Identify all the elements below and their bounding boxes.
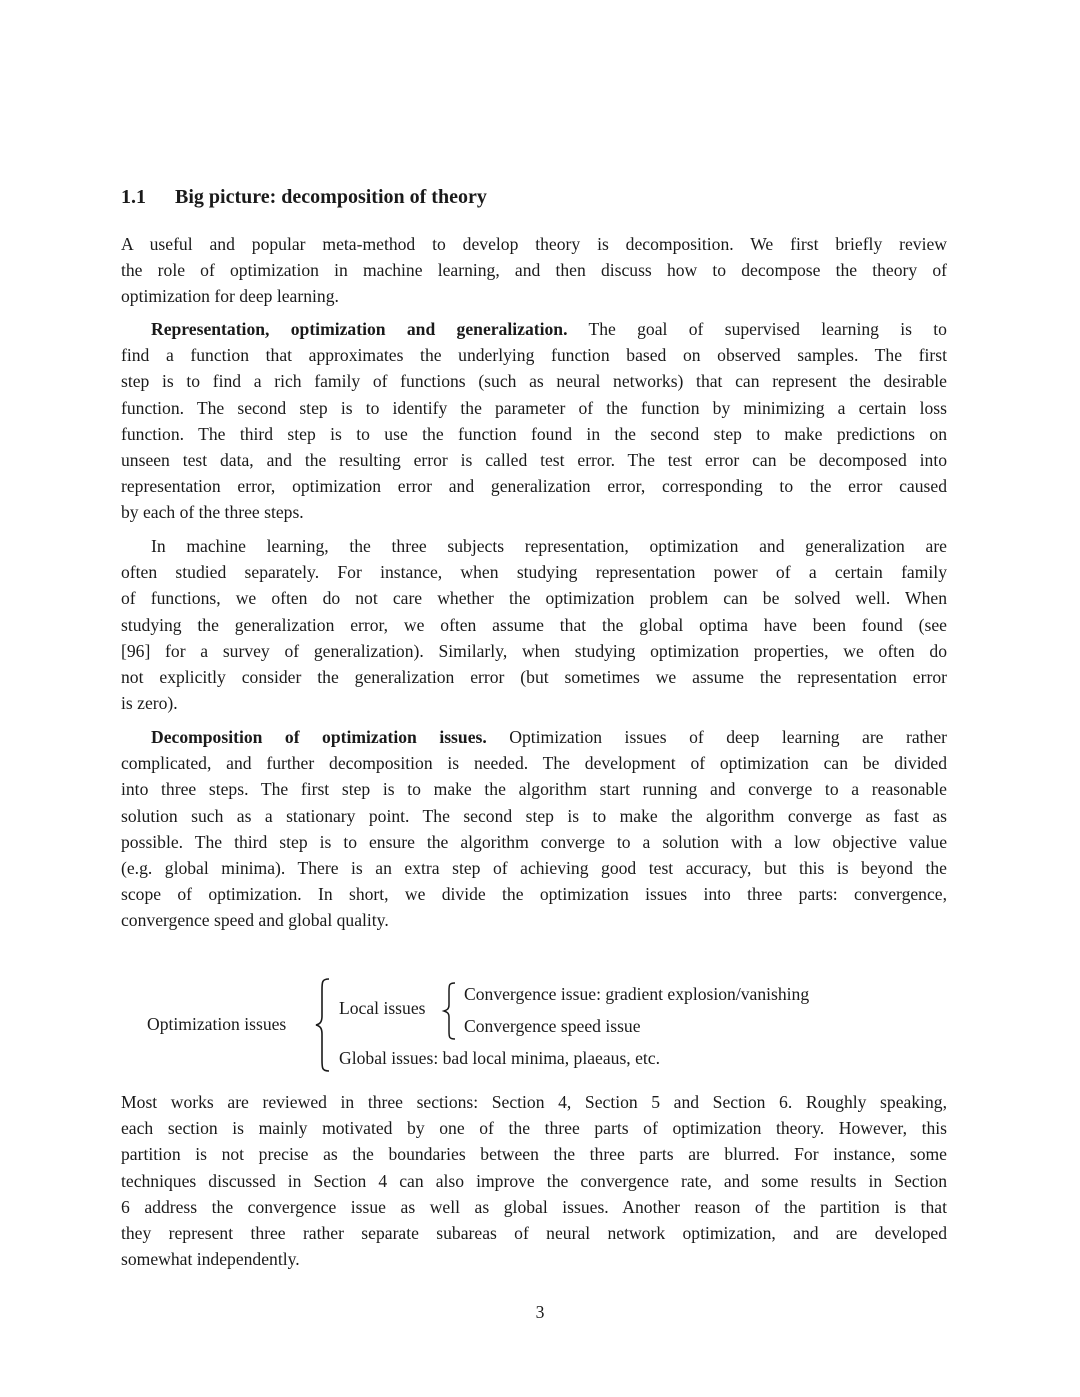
text-line: is zero).: [121, 693, 178, 714]
text-line: scope of optimization. In short, we divide the optimization issues into three parts: convergence,: [121, 884, 947, 905]
tree-local-child-1: Convergence issue: gradient explosion/vanishing: [464, 984, 810, 1004]
text-line: studying the generalization error, we often assume that the global optima have been found (see: [121, 614, 947, 635]
paragraph-sections: [121, 1089, 947, 1272]
text-line: into three steps. The first step is to make the algorithm start running and converge to a reasonable: [121, 779, 947, 800]
text-line: 6 address the convergence issue as well as global issues. Another reason of the partition is that: [121, 1196, 947, 1217]
paragraph-representation: [121, 316, 947, 526]
inner-brace-icon: [443, 982, 457, 1040]
text-line: [121, 316, 947, 342]
text-line: In machine learning, the three subjects representation, optimization and generalization are: [151, 536, 947, 556]
page-number: 3: [535, 1302, 545, 1322]
text-line: find a function that approximates the underlying function based on observed samples. The first: [121, 345, 947, 366]
section-title: Big picture: decomposition of theory: [175, 186, 487, 208]
text-line: they represent three rather separate subareas of neural network optimization, and are developed: [121, 1222, 947, 1243]
text-line: [96] for a survey of generalization). Similarly, when studying optimization properties, we often do: [121, 640, 947, 661]
text-line: solution such as a stationary point. The second step is to make the algorithm converge as fast as: [121, 805, 947, 826]
text-line: optimization for deep learning.: [121, 286, 339, 307]
text-line: function. The second step is to identify the parameter of the function by minimizing a certain loss: [121, 397, 947, 418]
text-line: Most works are reviewed in three sections: Section 4, Section 5 and Section 6. Roughly speaking,: [121, 1092, 947, 1112]
lead-rest: Optimization issues of deep learning are rather: [509, 727, 947, 747]
text-line: of functions, we often do not care whether the optimization problem can be solved well. When: [121, 588, 947, 609]
section-number: 1.1: [121, 186, 146, 208]
text-line: function. The third step is to use the function found in the second step to make predictions on: [121, 423, 947, 444]
outer-brace-icon: [315, 978, 331, 1072]
text-line: A useful and popular meta-method to develop theory is decomposition. We first briefly review: [121, 234, 947, 254]
text-line: unseen test data, and the resulting error is called test error. The test error can be decomposed into: [121, 449, 947, 470]
text-line: each section is mainly motivated by one of the three parts of optimization theory. However, this: [121, 1118, 947, 1139]
text-line: techniques discussed in Section 4 can also improve the convergence rate, and some results in Section: [121, 1170, 947, 1191]
text-line: possible. The third step is to ensure the algorithm converge to a solution with a low objective value: [121, 831, 947, 852]
tree-local-label: Local issues: [339, 998, 426, 1018]
text-line: somewhat independently.: [121, 1249, 300, 1270]
paragraph-decomposition: [121, 724, 947, 934]
text-line: by each of the three steps.: [121, 502, 304, 523]
section-heading: [121, 186, 487, 209]
tree-global-label: Global issues: bad local minima, plaeaus, etc.: [339, 1048, 661, 1068]
text-line: partition is not precise as the boundaries between the three parts are blurred. For instance, some: [121, 1144, 947, 1165]
text-line: not explicitly consider the generalization error (but sometimes we assume the representation error: [121, 666, 947, 687]
lead-rest: The goal of supervised learning is to: [588, 319, 947, 339]
text-line: convergence speed and global quality.: [121, 910, 389, 931]
tree-local-child-2: Convergence speed issue: [464, 1016, 641, 1036]
text-line: (e.g. global minima). There is an extra step of achieving good test accuracy, but this is beyond the: [121, 857, 947, 878]
paragraph-lead: Representation, optimization and generalization.: [151, 319, 568, 339]
paragraph-intro: [121, 231, 947, 310]
tree-root-label: Optimization issues: [147, 1014, 287, 1034]
optimization-issues-tree: [147, 978, 907, 1078]
text-line: complicated, and further decomposition is needed. The development of optimization can be divided: [121, 753, 947, 774]
text-line: representation error, optimization error and generalization error, corresponding to the error caused: [121, 476, 947, 497]
text-line: often studied separately. For instance, when studying representation power of a certain family: [121, 562, 947, 583]
text-line: step is to find a rich family of functions (such as neural networks) that can represent the desirable: [121, 371, 947, 392]
paragraph-lead: Decomposition of optimization issues.: [151, 727, 487, 747]
text-line: [121, 724, 947, 750]
text-line: the role of optimization in machine learning, and then discuss how to decompose the theory of: [121, 260, 947, 281]
paragraph-machine-learning: [121, 533, 947, 716]
